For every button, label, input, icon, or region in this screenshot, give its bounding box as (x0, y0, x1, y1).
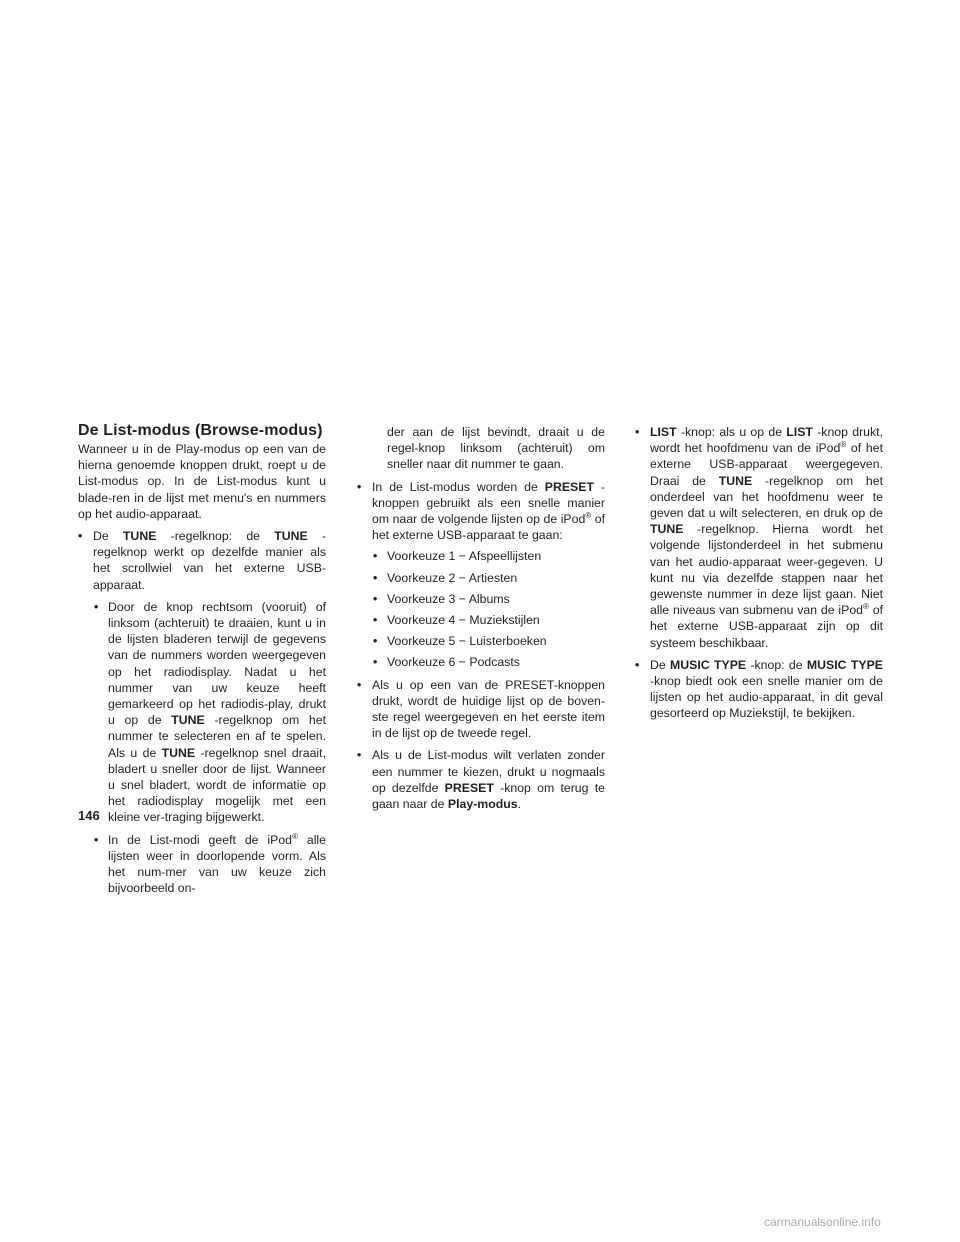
list-button-bullet: • LIST -knop: als u op de LIST -knop drukt, wordt het hoofdmenu van de iPod® of het externe USB-apparaat weergegeven. Draai de TUNE -regelknop om het onderdeel van het hoofdmenu weer te geven dat u wilt selecteren, en druk op de TUNE -regelknop. Hierna wordt het volgende lijstonderdeel in het submenu van het audio-apparaat weer-gegeven. U kunt nu via dezelfde stappen naar het gewenste nummer in deze lijst gaan. Niet alle niveaus van submenu van de iPod® of het externe USB-apparaat zijn op dit systeem beschikbaar. (635, 425, 883, 650)
column-3 (635, 424, 883, 722)
exit-list-bullet: • Als u de List-modus wilt verlaten zonder een nummer te kiezen, drukt u nogmaals op dezelfde PRESET -knop om terug te gaan naar de Play-modus. (357, 748, 605, 812)
bullet-icon: • (635, 425, 640, 439)
registered-mark: ® (585, 510, 592, 520)
bullet-icon: • (373, 549, 378, 564)
bullet-icon: • (373, 655, 378, 670)
preset-item: • Voorkeuze 1 − Afspeellijsten (373, 549, 542, 564)
music-type-bullet: • De MUSIC TYPE -knop: de MUSIC TYPE -knop biedt ook een snelle manier om de lijsten op het audio-apparaat, in dit geval gesorteerd op Muziekstijl, te bekijken. (635, 657, 883, 721)
preset-item: • Voorkeuze 3 − Albums (373, 591, 510, 606)
preset-item: • Voorkeuze 2 − Artiesten (373, 570, 518, 585)
intro-paragraph: Wanneer u in de Play-modus op een van de hierna genoemde knoppen drukt, roept u de List-modus op. In de List-modus kunt u blade-ren in de lijst met menu's en nummers op het audio-apparaat. (78, 442, 326, 521)
page-number: 146 (78, 808, 100, 823)
preset-bullet: • In de List-modus worden de PRESET -knoppen gebruikt als een snelle manier om naar de volgende lijsten op de iPod® of het externe USB-apparaat te gaan: (357, 479, 605, 543)
bullet-icon: • (357, 748, 362, 763)
tune-bullet: • De TUNE -regelknop: de TUNE -regelknop werkt op dezelfde manier als het scrollwiel van het externe USB-apparaat. (78, 529, 326, 592)
column-2 (357, 424, 605, 812)
bullet-icon: • (373, 570, 378, 585)
bullet-icon: • (94, 832, 99, 847)
tune-sub-bullet-scroll: • Door de knop rechtsom (vooruit) of linksom (achteruit) te draaien, kunt u in de lijsten bladeren terwijl de gegevens van de nummers worden weergegeven op het radiodisplay. Nadat u het nummer van uw keuze heeft gemarkeerd op het radiodis-play, drukt u op de TUNE -regelknop om het nummer te selecteren en af te spelen. Als u de TUNE -regelknop snel draait, bladert u sneller door de lijst. Wanneer u snel bladert, wordt de informatie op het radiodisplay mogelijk met een kleine ver-traging bijgewerkt. (94, 599, 326, 825)
preset-item: • Voorkeuze 5 − Luisterboeken (373, 634, 547, 649)
bullet-icon: • (373, 634, 378, 649)
preset-item: • Voorkeuze 6 − Podcasts (373, 655, 520, 670)
preset-item: • Voorkeuze 4 − Muziekstijlen (373, 613, 540, 628)
bullet-icon: • (94, 599, 99, 614)
registered-mark: ® (840, 440, 847, 450)
bullet-icon: • (357, 479, 362, 494)
tune-sub-bullet-ipod: • In de List-modi geeft de iPod® alle lijsten weer in doorlopende vorm. Als het num-mer van uw keuze zich bijvoorbeeld on- (94, 831, 326, 896)
section-heading: De List-modus (Browse-modus) (78, 422, 323, 439)
bullet-icon: • (78, 529, 83, 544)
registered-mark: ® (863, 602, 869, 612)
bullet-icon: • (373, 591, 378, 606)
bullet-icon: • (373, 613, 378, 628)
registered-mark: ® (292, 831, 298, 841)
bullet-icon: • (635, 657, 640, 672)
watermark: carmanualsonline.info (764, 1215, 881, 1229)
preset-note-bullet: • Als u op een van de PRESET-knoppen drukt, wordt de huidige lijst op de boven-ste regel weergegeven en het eerste item in de lijst op de tweede regel. (357, 677, 605, 741)
column-1 (78, 422, 326, 896)
continued-text: der aan de lijst bevindt, draait u de regel-knop linksom (achteruit) om sneller naar dit nummer te gaan. (387, 425, 605, 472)
bullet-icon: • (357, 677, 362, 692)
